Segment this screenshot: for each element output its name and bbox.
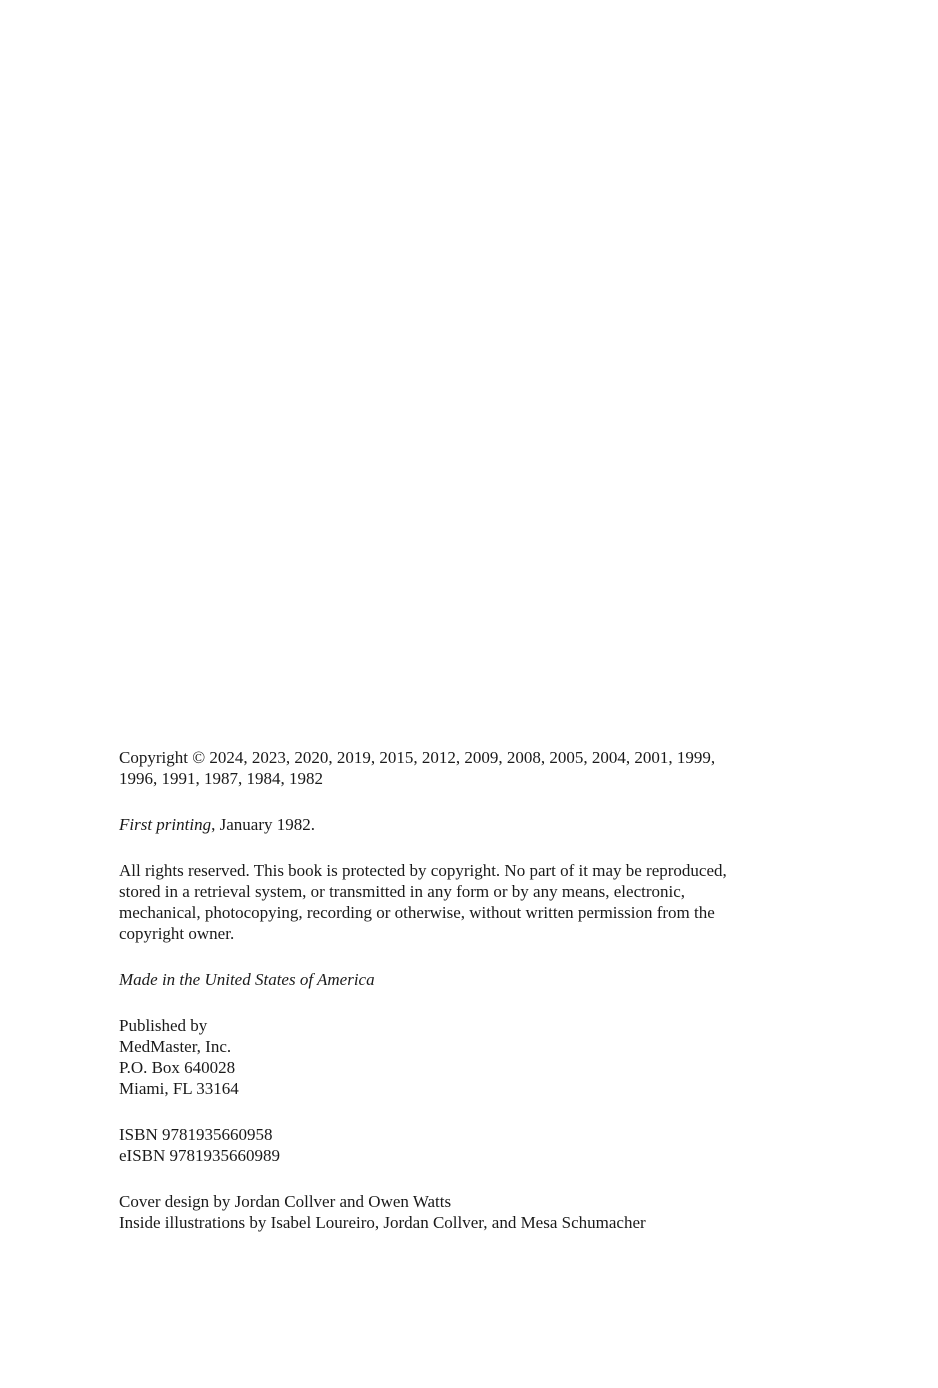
copyright-line: Copyright © 2024, 2023, 2020, 2019, 2015, 2012, 2009, 2008, 2005, 2004, 2001, 1999, [119,748,716,767]
rights-statement [119,860,819,944]
rights-line: copyright owner. [119,924,235,943]
copyright-line: 1996, 1991, 1987, 1984, 1982 [119,769,323,788]
publisher-line: P.O. Box 640028 [119,1058,236,1077]
rights-line: stored in a retrieval system, or transmitted in any form or by any means, electronic, [119,882,686,901]
isbn-info [119,1124,819,1166]
first-printing [119,814,819,835]
publisher-line: MedMaster, Inc. [119,1037,232,1056]
publisher-line: Published by [119,1016,208,1035]
rights-line: mechanical, photocopying, recording or otherwise, without written permission from the [119,903,715,922]
credits-line: Inside illustrations by Isabel Loureiro, Jordan Collver, and Mesa Schumacher [119,1213,646,1232]
isbn-line: eISBN 9781935660989 [119,1146,281,1165]
first-printing-date: , January 1982. [211,815,315,834]
made-in-line: Made in the United States of America [119,970,375,989]
publisher-info [119,1015,819,1099]
credits-line: Cover design by Jordan Collver and Owen Watts [119,1192,452,1211]
credits [119,1191,819,1233]
copyright-page [119,747,819,1258]
isbn-line: ISBN 9781935660958 [119,1125,273,1144]
rights-line: All rights reserved. This book is protected by copyright. No part of it may be reproduced, [119,861,727,880]
made-in [119,969,819,990]
copyright-notice [119,747,819,789]
first-printing-line [119,814,819,835]
publisher-line: Miami, FL 33164 [119,1079,239,1098]
first-printing-label: First printing [119,815,212,834]
